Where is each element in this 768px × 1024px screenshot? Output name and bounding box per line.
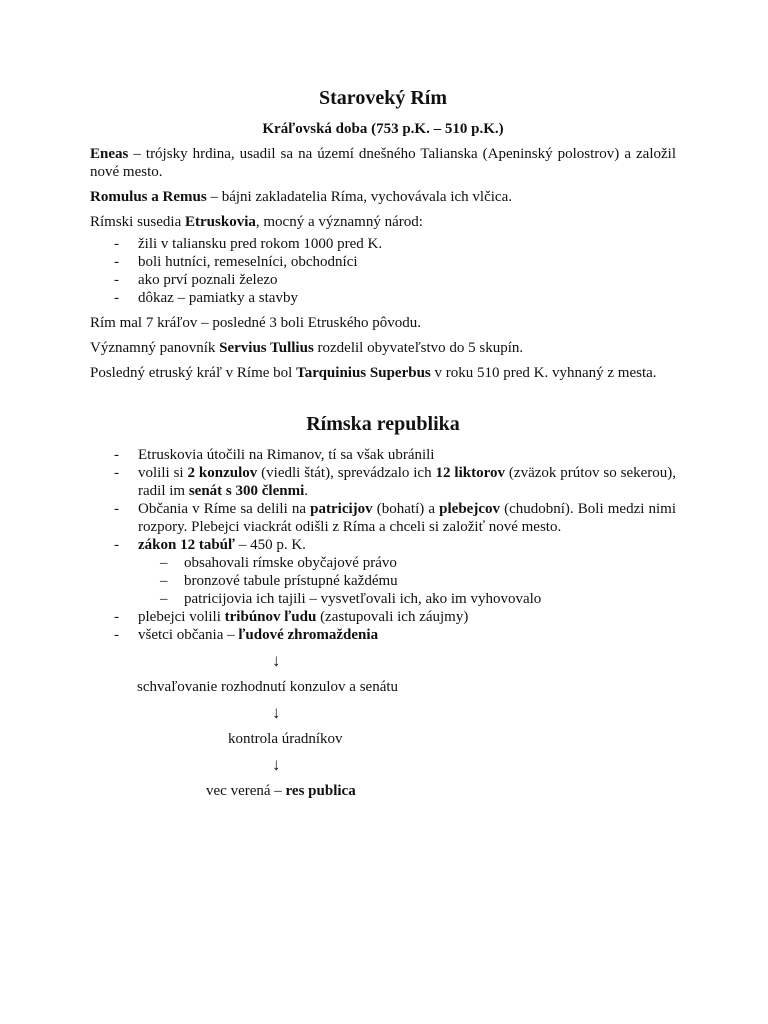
paragraph-romulus-remus-text: – bájni zakladatelia Ríma, vychovávala ich vlčica. (206, 189, 512, 205)
flow-step-res-publica-pre: vec verená – (206, 783, 286, 799)
dash-bullet: - (114, 272, 119, 288)
paragraph-eneas (90, 145, 676, 181)
dash-bullet: - (114, 609, 119, 625)
list-item-text: (bohatí) a (372, 501, 440, 517)
list-item-text: Etruskovia útočili na Rimanov, tí sa však ubránili (138, 447, 435, 463)
paragraph-eneas-text: – trójsky hrdina, usadil sa na území dnešného Talianska (Apeninský polostrov) a založil nové mesto. (90, 146, 676, 180)
dash-bullet: - (114, 465, 119, 481)
list-item-text: žili v taliansku pred rokom 1000 pred K. (138, 236, 383, 252)
term-etruskovia: Etruskovia (185, 214, 256, 230)
dash-bullet: - (114, 447, 119, 463)
list-item-text: – 450 p. K. (235, 537, 306, 553)
list-item-text: ako prví poznali železo (138, 272, 278, 288)
sublist-item-text: bronzové tabule prístupné každému (184, 573, 398, 589)
down-arrow-icon: ↓ (272, 703, 281, 722)
tables-sublist (90, 554, 676, 608)
term-ludove-zhromazdenia: ľudové zhromaždenia (238, 627, 379, 643)
term-zakon-12-tabul: zákon 12 tabúľ (138, 537, 236, 553)
list-item (90, 235, 676, 253)
dash-bullet: – (160, 555, 168, 571)
paragraph-tarquinius-text: v roku 510 pred K. vyhnaný z mesta. (430, 365, 657, 381)
paragraph-etruscans (90, 213, 676, 231)
term-2-konzulov: 2 konzulov (187, 465, 258, 481)
list-item (90, 608, 676, 626)
down-arrow-icon: ↓ (272, 651, 281, 670)
list-item-text: dôkaz – pamiatky a stavby (138, 290, 298, 306)
paragraph-servius-pre: Významný panovník (90, 340, 220, 356)
term-tribunov-ludu: tribúnov ľudu (224, 609, 317, 625)
paragraph-seven-kings: Rím mal 7 kráľov – posledné 3 boli Etruského pôvodu. (90, 315, 422, 331)
paragraph-romulus-remus (90, 188, 676, 206)
list-item-text: . (304, 483, 308, 499)
term-res-publica: res publica (285, 783, 356, 799)
term-romulus-remus: Romulus a Remus (90, 189, 207, 205)
list-item (90, 446, 676, 464)
dash-bullet: – (160, 591, 168, 607)
list-item (90, 271, 676, 289)
list-item-text: (chudobní). Boli medzi nimi rozpory. Plebejci viackrát odišli z Ríma a chceli si založiť nové mesto. (138, 501, 677, 535)
sublist-item-text: patricijovia ich tajili – vysvetľovali ich, ako im vyhovovalo (184, 591, 542, 607)
republic-list (90, 446, 676, 644)
sublist-item (90, 572, 676, 590)
dash-bullet: - (114, 290, 119, 306)
flow-step-control: kontrola úradníkov (228, 731, 343, 747)
list-item (90, 500, 676, 536)
term-eneas: Eneas (90, 146, 129, 162)
list-item-text: (zväzok prútov so sekerou), radil im (138, 465, 677, 499)
term-senat: senát s 300 členmi (188, 483, 305, 499)
flow-step-res-publica (206, 782, 356, 800)
term-tarquinius-superbus: Tarquinius Superbus (296, 365, 431, 381)
flow-step-approval: schvaľovanie rozhodnutí konzulov a senátu (137, 679, 399, 695)
list-item (90, 464, 676, 500)
paragraph-tarquinius-pre: Posledný etruský kráľ v Ríme bol (90, 365, 297, 381)
section-subtitle-royal-era: Kráľovská doba (753 p.K. – 510 p.K.) (262, 121, 504, 137)
section-title-republic: Rímska republika (306, 413, 460, 435)
list-item-text: volili si (138, 465, 188, 481)
republic-flow-diagram (90, 644, 676, 814)
paragraph-etruscans-pre: Rímski susedia (90, 214, 186, 230)
list-item-text: (zastupovali ich záujmy) (316, 609, 469, 625)
list-item-text: (viedli štát), sprevádzalo ich (257, 465, 436, 481)
dash-bullet: - (114, 236, 119, 252)
term-servius-tullius: Servius Tullius (219, 340, 314, 356)
dash-bullet: – (160, 573, 168, 589)
paragraph-servius-tullius (90, 339, 676, 357)
paragraph-etruscans-text: , mocný a významný národ: (255, 214, 423, 230)
dash-bullet: - (114, 501, 119, 517)
term-plebejcov: plebejcov (439, 501, 500, 517)
list-item (90, 626, 676, 644)
list-item (90, 253, 676, 271)
paragraph-servius-text: rozdelil obyvateľstvo do 5 skupín. (313, 340, 524, 356)
list-item (90, 289, 676, 307)
sublist-item-text: obsahovali rímske obyčajové právo (184, 555, 397, 571)
sublist-item (90, 554, 676, 572)
sublist-item (90, 590, 676, 608)
document-title: Staroveký Rím (319, 87, 447, 109)
dash-bullet: - (114, 627, 119, 643)
term-patricijov: patricijov (310, 501, 373, 517)
list-item (90, 536, 676, 608)
list-item-text: Občania v Ríme sa delili na (138, 501, 311, 517)
down-arrow-icon: ↓ (272, 755, 281, 774)
paragraph-tarquinius (90, 364, 676, 382)
dash-bullet: - (114, 254, 119, 270)
document-content (90, 86, 676, 814)
etruscans-list (90, 235, 676, 307)
list-item-text: všetci občania – (138, 627, 239, 643)
dash-bullet: - (114, 537, 119, 553)
list-item-text: boli hutníci, remeselníci, obchodníci (138, 254, 358, 270)
term-12-liktorov: 12 liktorov (435, 465, 505, 481)
list-item-text: plebejci volili (138, 609, 225, 625)
